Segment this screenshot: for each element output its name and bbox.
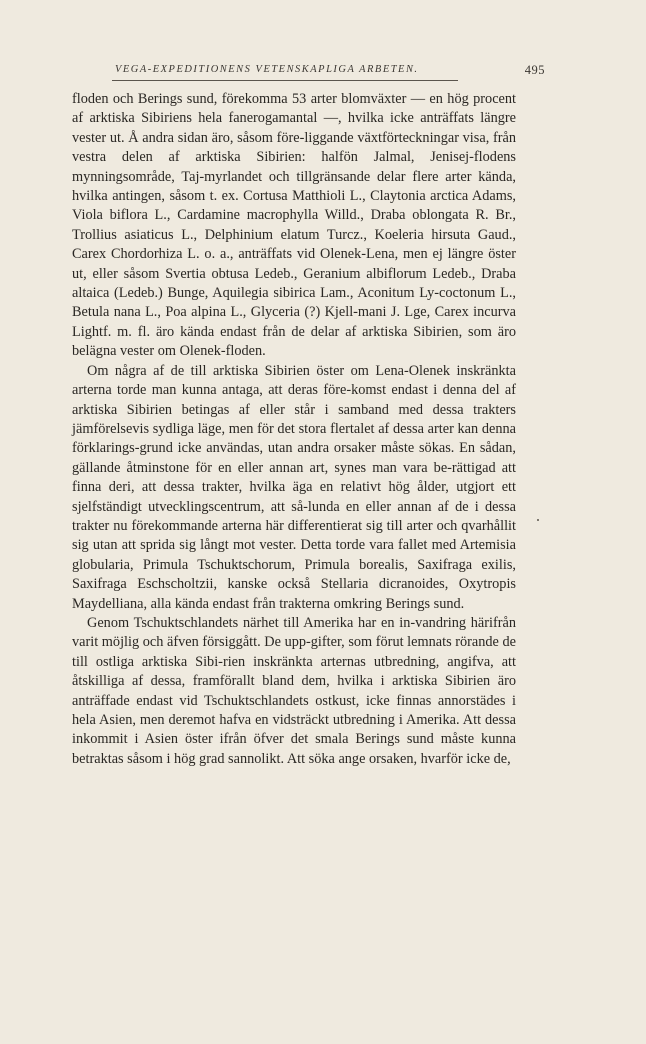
running-title: VEGA-EXPEDITIONENS VETENSKAPLIGA ARBETEN. [115,64,419,75]
paragraph-1: floden och Berings sund, förekomma 53 arter blomväxter — en hög procent af arktiska Sibiriens hela fanerogamantal —, hvilka icke anträffats längre vester ut. Å andra sidan äro, såsom före-liggande växtförteckningar visa, från vestra delen af arktiska Sibirien: halfön Jalmal, Jenisej-flodens mynningsområde, Taj-myrlandet och tillgränsande delar flere arter kända, hvilka antingen, såsom t. ex. Cortusa Matthioli L., Claytonia arctica Adams, Viola biflora L., Cardamine macrophylla Willd., Draba oblongata R. Br., Trollius asiaticus L., Delphinium elatum Turcz., Koeleria hirsuta Gaud., Carex Chordorhiza L. o. a., anträffats vid Olenek-Lena, men ej längre öster ut, eller såsom Svertia obtusa Ledeb., Geranium albiflorum Ledeb., Draba altaica (Ledeb.) Bunge, Aquilegia sibirica Lam., Aconitum Ly-coctonum L., Betula nana L., Poa alpina L., Glyceria (?) Kjell-mani J. Lge, Carex incurva Lightf. m. fl. äro kända endast från de delar af arktiska Sibirien, som äro belägna vester om Olenek-floden. [72,91,516,360]
paragraph-3: Genom Tschuktschlandets närhet till Amerika har en in-vandring härifrån varit möjlig och äfven försiggått. De upp-gifter, som förut lemnats rörande de till ostliga arktiska Sibi-rien inskränkta arternas utbredning, angifva, att åtskilliga af dessa, framförallt bland dem, hvilka i arktiska Sibirien äro anträffade endast vid Tschuktschlandets ostkust, icke finnas annorstädes i hela Asien, men deremot hafva en vidsträckt utbredning i Amerika. Att dessa inkommit i Asien öster ifrån öfver det smala Berings sund måste kunna betraktas såsom i hög grad sannolikt. Att söka ange orsaken, hvarför icke de, [72,614,516,767]
body-text [72,90,516,769]
header-rule [112,80,458,81]
margin-speck [537,519,539,521]
paragraph-2: Om några af de till arktiska Sibirien öster om Lena-Olenek inskränkta arterna torde man kunna antaga, att deras före-komst endast i denna del af arktiska Sibirien betingas af eller står i samband med dessa trakters jämförelsevis sydliga läge, men för det stora flertalet af dessa arter kan denna förklarings-grund icke användas, utan andra orsaker måste sökas. En sådan, gällande åtminstone för en eller annan art, synes man vara be-rättigad att finna deri, att dessa trakter, hvilka äga en relativt hög ålder, utgjort ett sjelfständigt utvecklingscentrum, att så-lunda en eller annan af de i dessa trakter nu förekommande arterna här differentierat sig till arter och qvarhållit sig utan att sprida sig långt mot vester. Detta torde vara fallet med Artemisia globularia, Primula Tschuktschorum, Primula borealis, Saxifraga exilis, Saxifraga Eschscholtzii, kanske också Stellaria dicranoides, Oxytropis Maydelliana, alla kända endast från trakterna omkring Berings sund. [72,362,516,612]
page-number: 495 [524,63,545,77]
